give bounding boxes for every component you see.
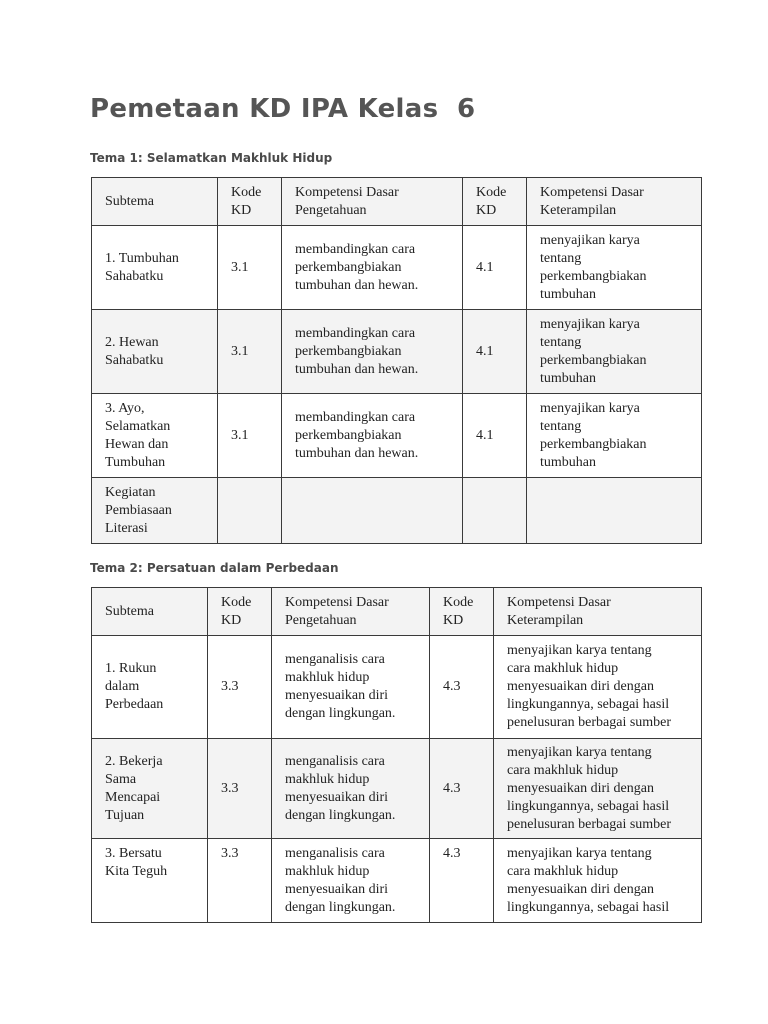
header-kd-keterampilan: Kompetensi Dasar Keterampilan [494, 588, 702, 636]
kode-kd-cell: 4.1 [463, 226, 527, 310]
kode-kd-cell: 4.3 [430, 636, 494, 739]
subtema-cell: Kegiatan Pembiasaan Literasi [92, 478, 218, 544]
kode-kd-cell: 3.1 [218, 310, 282, 394]
kd-pengetahuan-cell: menganalisis cara makhluk hidup menyesuaikan diri dengan lingkungan. [272, 739, 430, 839]
kode-kd-cell: 4.1 [463, 310, 527, 394]
kode-kd-cell [463, 478, 527, 544]
kode-kd-cell: 3.3 [208, 839, 272, 923]
kd-pengetahuan-cell [282, 478, 463, 544]
header-subtema: Subtema [92, 178, 218, 226]
kd-keterampilan-cell: menyajikan karya tentang cara makhluk hidup menyesuaikan diri dengan lingkungannya, sebagai hasil penelusuran berbagai sumber [494, 636, 702, 739]
subtema-cell: 2. Hewan Sahabatku [92, 310, 218, 394]
subtema-cell: 1. Tumbuhan Sahabatku [92, 226, 218, 310]
kd-pengetahuan-cell: membandingkan cara perkembangbiakan tumbuhan dan hewan. [282, 226, 463, 310]
header-subtema: Subtema [92, 588, 208, 636]
kode-kd-cell: 4.1 [463, 394, 527, 478]
kd-pengetahuan-cell: membandingkan cara perkembangbiakan tumbuhan dan hewan. [282, 310, 463, 394]
header-kd-pengetahuan: Kompetensi Dasar Pengetahuan [272, 588, 430, 636]
subtema-cell: 3. Ayo, Selamatkan Hewan dan Tumbuhan [92, 394, 218, 478]
kd-pengetahuan-cell: membandingkan cara perkembangbiakan tumbuhan dan hewan. [282, 394, 463, 478]
kd-pengetahuan-cell: menganalisis cara makhluk hidup menyesuaikan diri dengan lingkungan. [272, 839, 430, 923]
header-kd-keterampilan: Kompetensi Dasar Keterampilan [527, 178, 702, 226]
header-kode-kd-pengetahuan: Kode KD [208, 588, 272, 636]
kd-keterampilan-cell [527, 478, 702, 544]
subtema-cell: 3. Bersatu Kita Teguh [92, 839, 208, 923]
header-kd-pengetahuan: Kompetensi Dasar Pengetahuan [282, 178, 463, 226]
tema2-table [91, 587, 702, 923]
kode-kd-cell [218, 478, 282, 544]
kd-keterampilan-cell: menyajikan karya tentang cara makhluk hidup menyesuaikan diri dengan lingkungannya, sebagai hasil [494, 839, 702, 923]
kode-kd-cell: 3.1 [218, 226, 282, 310]
kd-keterampilan-cell: menyajikan karya tentang cara makhluk hidup menyesuaikan diri dengan lingkungannya, sebagai hasil penelusuran berbagai sumber [494, 739, 702, 839]
subtema-cell: 1. Rukun dalam Perbedaan [92, 636, 208, 739]
header-kode-kd-pengetahuan: Kode KD [218, 178, 282, 226]
kode-kd-cell: 4.3 [430, 739, 494, 839]
kd-keterampilan-cell: menyajikan karya tentang perkembangbiakan tumbuhan [527, 226, 702, 310]
table-row [92, 226, 702, 310]
page-title: Pemetaan KD IPA Kelas 6 [90, 94, 476, 124]
table-row [92, 310, 702, 394]
kd-pengetahuan-cell: menganalisis cara makhluk hidup menyesuaikan diri dengan lingkungan. [272, 636, 430, 739]
kd-keterampilan-cell: menyajikan karya tentang perkembangbiakan tumbuhan [527, 310, 702, 394]
tema1-heading: Tema 1: Selamatkan Makhluk Hidup [90, 151, 333, 165]
table-row [92, 394, 702, 478]
table-row [92, 636, 702, 739]
kode-kd-cell: 3.3 [208, 636, 272, 739]
tema2-heading: Tema 2: Persatuan dalam Perbedaan [90, 561, 339, 575]
table-header-row [92, 588, 702, 636]
kode-kd-cell: 3.1 [218, 394, 282, 478]
table-row [92, 739, 702, 839]
table-row [92, 839, 702, 923]
kd-keterampilan-cell: menyajikan karya tentang perkembangbiakan tumbuhan [527, 394, 702, 478]
table-row [92, 478, 702, 544]
subtema-cell: 2. Bekerja Sama Mencapai Tujuan [92, 739, 208, 839]
header-kode-kd-keterampilan: Kode KD [463, 178, 527, 226]
kode-kd-cell: 4.3 [430, 839, 494, 923]
table-header-row [92, 178, 702, 226]
tema1-table [91, 177, 702, 544]
kode-kd-cell: 3.3 [208, 739, 272, 839]
header-kode-kd-keterampilan: Kode KD [430, 588, 494, 636]
